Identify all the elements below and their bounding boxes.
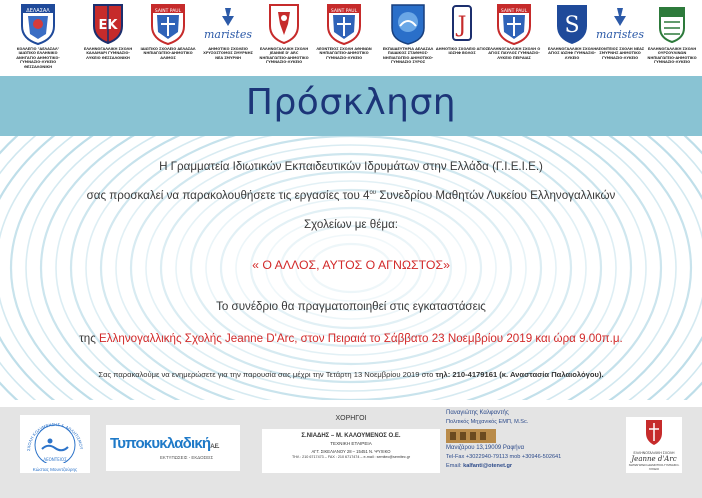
svg-text:maristes: maristes: [596, 28, 644, 41]
shield-icon: [88, 2, 128, 46]
crest-icon: [264, 2, 304, 46]
svg-text:S: S: [564, 13, 580, 38]
sponsor-niadis: [262, 429, 440, 473]
svg-text:ΛΕΟΝΤΕΙΟΣ: ΛΕΟΝΤΕΙΟΣ: [43, 457, 67, 462]
logo-maristes-smyrni: [200, 2, 256, 60]
intro-line: Η Γραμματεία Ιδιωτικών Εκπαιδευτικών Ιδρυμάτων στην Ελλάδα (Γ.Ι.Ε.Ι.Ε.): [159, 160, 543, 173]
venue-intro-line: Το συνέδριο θα πραγματοποιηθεί στις εγκαταστάσεις: [216, 300, 486, 313]
invitation-text-post: Συνεδρίου Μαθητών Λυκείου Ελληνογαλλικών: [376, 189, 616, 202]
sponsors-heading: ΧΟΡΗΓΟΙ: [335, 415, 367, 422]
event-date: το Σάββατο 23 Νοεμβρίου 2019 και ώρα 9.00π.μ.: [369, 332, 623, 345]
sponsor-typokykladiki: [106, 425, 240, 471]
venue-date-line: [0, 332, 702, 345]
invitation-text-pre: σας προσκαλεί να παρακολουθήσετε τις εργασίες του 4: [86, 189, 370, 202]
title-band: [0, 76, 702, 136]
typo-brand-suffix: Α.Ε.: [210, 444, 219, 450]
logo-caption: ΚΟΛΛΕΓΙΟ "ΔΕΛΑΣΑΛ" ΙΔΙΩΤΙΚΟ ΕΛΛΗΝΙΚΟ ΑΝΗΓΑΓΙΟ ΔΗΜΟΤΙΚΟ-ΓΥΜΝΑΣΙΟ-ΛΥΚΕΙΟ ΘΕΣΣΑΛΟΝΙΚΗ: [16, 47, 60, 69]
engineer-address: Μανιζάρου 13,19009 Ραφήνα: [446, 445, 525, 451]
ordinal-suffix: ου: [369, 190, 377, 196]
maristes-logo-icon: [592, 2, 648, 46]
logo-caption: ΕΛΛΗΝΟΓΑΛΛΙΚΗ ΣΧΟΛΗ ΟΥΡΣΟΥΛΙΝΩΝ ΝΗΠΙΑΓΩΓΕΙΟ-ΔΗΜΟΤΙΚΟ ΓΥΜΝΑΣΙΟ-ΛΥΚΕΙΟ: [647, 47, 697, 65]
logo-caption: ΙΔΙΩΤΙΚΟ ΣΧΟΛΕΙΟ ΔΕΛΑΣΑΛ ΝΗΠΙΑΓΩΓΕΙΟ-ΔΗΜΟΤΙΚΟ ΑΛΙΜΟΣ: [140, 47, 196, 60]
shield-icon: [388, 2, 428, 46]
logo-jeanne-darc: [256, 2, 312, 65]
engineer-email-label: Email:: [446, 463, 464, 469]
logo-delasal-syros: [380, 2, 436, 65]
logo-leonteios-athinon: [316, 2, 372, 60]
shield-icon: [494, 2, 534, 46]
swim-school-owner: Κώστας Μουντζούρης: [32, 467, 78, 472]
sponsor-jeanne-darc: [626, 417, 682, 473]
jd-school-levels: ΝΗΠΙΑΓΩΓΕΙΟ-ΔΗΜΟΤΙΚΟ-ΓΥΜΝΑΣΙΟ-ΛΥΚΕΙΟ: [628, 463, 680, 471]
logo-caption: ΕΛΛΗΝΟΓΑΛΛΙΚΗ ΣΧΟΛΗ JEANNE D' ARC ΝΗΠΙΑΓΩΓΕΙΟ-ΔΗΜΟΤΙΚΟ ΓΥΜΝΑΣΙΟ-ΛΥΚΕΙΟ: [259, 47, 309, 65]
invitation-body: [0, 136, 702, 400]
logo-caption: ΛΕΟΝΤΕΙΟΣ ΣΧΟΛΗ ΝΕΑΣ ΣΜΥΡΝΗΣ ΔΗΜΟΤΙΚΟ ΓΥΜΝΑΣΙΟ-ΛΥΚΕΙΟ: [595, 47, 645, 60]
niadis-name: Σ.ΝΙΑΔΗΣ – Μ. ΚΑΛΟΥΜΕΝΟΣ Ο.Ε.: [301, 433, 401, 439]
engineer-title: Πολιτικός Μηχανικός ΕΜΠ, M.Sc.: [446, 419, 529, 425]
page-title: Πρόσκληση: [245, 82, 457, 123]
crest-icon: [652, 2, 692, 46]
rsvp-line: [0, 370, 702, 379]
typo-brand-name: Τυποκυκλαδική: [110, 435, 211, 452]
shield-icon: [324, 2, 364, 46]
swim-school-logo-icon: [20, 415, 90, 463]
engineer-name: Παναγιώτης Καλφαντής: [446, 410, 509, 416]
svg-text:SAINT PAUL: SAINT PAUL: [500, 9, 528, 14]
shield-icon: [552, 2, 592, 46]
venue-name: Ελληνογαλλικής Σχολής Jeanne D'Arc, στον Πειραιά: [99, 332, 370, 345]
sponsor-engineer: [446, 407, 592, 471]
logo-caption: ΕΚΠΑΙΔΕΥΤΗΡΙΑ ΔΕΛΑΣΑΛ ΠΑΙΔΙΚΟΣ ΣΤΑΘΜΟΣ-ΝΗΠΙΑΓΩΓΕΙΟ ΔΗΜΟΤΙΚΟ-ΓΥΜΝΑΣΙΟ ΣΥΡΟΣ: [382, 47, 434, 65]
monogram-icon: [442, 2, 482, 46]
logo-caption: ΕΛΛΗΝΟΓΑΛΛΙΚΗ ΣΧΟΛΗ ΚΑΛΑΜΑΡΙ ΓΥΜΝΑΣΙΟ-ΛΥΚΕΙΟ ΘΕΣΣΑΛΟΝΙΚΗ: [83, 47, 133, 60]
rsvp-text: Σας παρακαλούμε να ενημερώσετε για την παρουσία σας μέχρι την Τετάρτη 13 Νοεμβρίου 2019 στο: [98, 370, 436, 379]
typo-subtitle: ΕΚΤΥΠΩΣΕΙΣ - ΕΚΔΟΣΕΙΣ: [160, 455, 214, 460]
svg-text:EK: EK: [98, 18, 118, 33]
jd-school-label: ΕΛΛΗΝΟΓΑΛΛΙΚΗ ΣΧΟΛΗ: [633, 451, 675, 455]
school-logos-strip: [0, 0, 702, 75]
niadis-address: ΑΓΓ. ΣΙΚΕΛΙΑΝΟΥ 28 – 15451 Ν. ΨΥΧΙΚΟ: [311, 449, 391, 454]
logo-delasal-thessaloniki: [10, 2, 66, 69]
logo-maristes-nea-smyrni: [592, 2, 648, 60]
svg-text:maristes: maristes: [204, 28, 252, 41]
rsvp-phone: τηλ: 210-4179161 (κ. Αναστασία Παλαιολόγου).: [435, 370, 604, 379]
shield-icon: [18, 2, 58, 46]
logo-caption: ΕΛΛΗΝΟΓΑΛΛΙΚΗ ΣΧΟΛΗ Ο ΑΓΙΟΣ ΠΑΥΛΟΣ ΓΥΜΝΑΣΙΟ-ΛΥΚΕΙΟ ΠΕΙΡΑΙΑΣ: [487, 47, 541, 60]
logo-ellinogalliki-kalamari: [80, 2, 136, 60]
niadis-contact: ΤΗΛ : 210 6717473 – FAX : 210 6717474 – e-mail : semitec@semitec.gr: [291, 455, 411, 459]
niadis-subtitle: ΤΕΧΝΙΚΗ ΕΤΑΙΡΕΙΑ: [330, 441, 372, 446]
logo-delasal-alimos: [140, 2, 196, 60]
logo-caption: ΕΛΛΗΝΟΓΑΛΛΙΚΗ ΣΧΟΛΗ ΑΓΙΟΣ ΙΩΣΗΦ ΓΥΜΝΑΣΙΟ-ΛΥΚΕΙΟ: [547, 47, 597, 60]
engineer-phone: Tel-Fax +3022940-79113 mob +30946-502641: [446, 454, 562, 460]
building-icon: [446, 429, 496, 443]
typo-brand: [110, 435, 219, 452]
svg-text:ΣΧΟΛΗ ΚΟΛΥΜΒΗΣΗΣ & ΑΘΛΗΤΙΣΜΟΥ: ΣΧΟΛΗ ΚΟΛΥΜΒΗΣΗΣ & ΑΘΛΗΤΙΣΜΟΥ: [25, 421, 84, 452]
engineer-email-line: [446, 463, 512, 469]
logo-agios-pavlos-peiraias: [486, 2, 542, 60]
logo-oursoulinon: [644, 2, 700, 65]
logo-agios-iosif-volos: [434, 2, 490, 56]
logo-caption: ΔΗΜΟΤΙΚΟ ΣΧΟΛΕΙΟ ΧΡΥΣΟΣΤΟΜΟΣ ΣΜΥΡΝΗΣ ΝΕΑ ΣΜΥΡΝΗ: [203, 47, 253, 60]
logo-caption: ΔΗΜΟΤΙΚΟ ΣΧΟΛΕΙΟ ΑΓΙΟΣ ΙΩΣΗΦ ΒΟΛΟΣ: [435, 47, 489, 56]
svg-text:J: J: [457, 13, 467, 38]
svg-text:SAINT PAUL: SAINT PAUL: [154, 9, 182, 14]
shield-icon: [148, 2, 188, 46]
jd-school-name: Jeanne d'Arc: [631, 455, 677, 463]
sponsor-swim-school: [20, 415, 90, 473]
svg-text:ΔΕΛΑΣΑΛ: ΔΕΛΑΣΑΛ: [26, 8, 50, 14]
venue-prefix: της: [79, 332, 100, 345]
conference-theme: « Ο ΑΛΛΟΣ, ΑΥΤΟΣ Ο ΑΓΝΩΣΤΟΣ»: [252, 258, 450, 272]
jeanne-darc-crest-icon: [626, 417, 682, 447]
theme-intro-line: Σχολείων με θέμα:: [303, 218, 399, 231]
engineer-email[interactable]: kalfanti@otenet.gr: [463, 463, 513, 469]
maristes-logo-icon: [200, 2, 256, 46]
sponsors-section: [0, 407, 702, 498]
invitation-line: [0, 189, 702, 202]
logo-caption: ΛΕΟΝΤΕΙΟΣ ΣΧΟΛΗ ΑΘΗΝΩΝ ΝΗΠΙΑΓΩΓΕΙΟ-ΔΗΜΟΤΙΚΟ ΓΥΜΝΑΣΙΟ-ΛΥΚΕΙΟ: [316, 47, 372, 60]
svg-text:SAINT PAUL: SAINT PAUL: [330, 9, 358, 14]
